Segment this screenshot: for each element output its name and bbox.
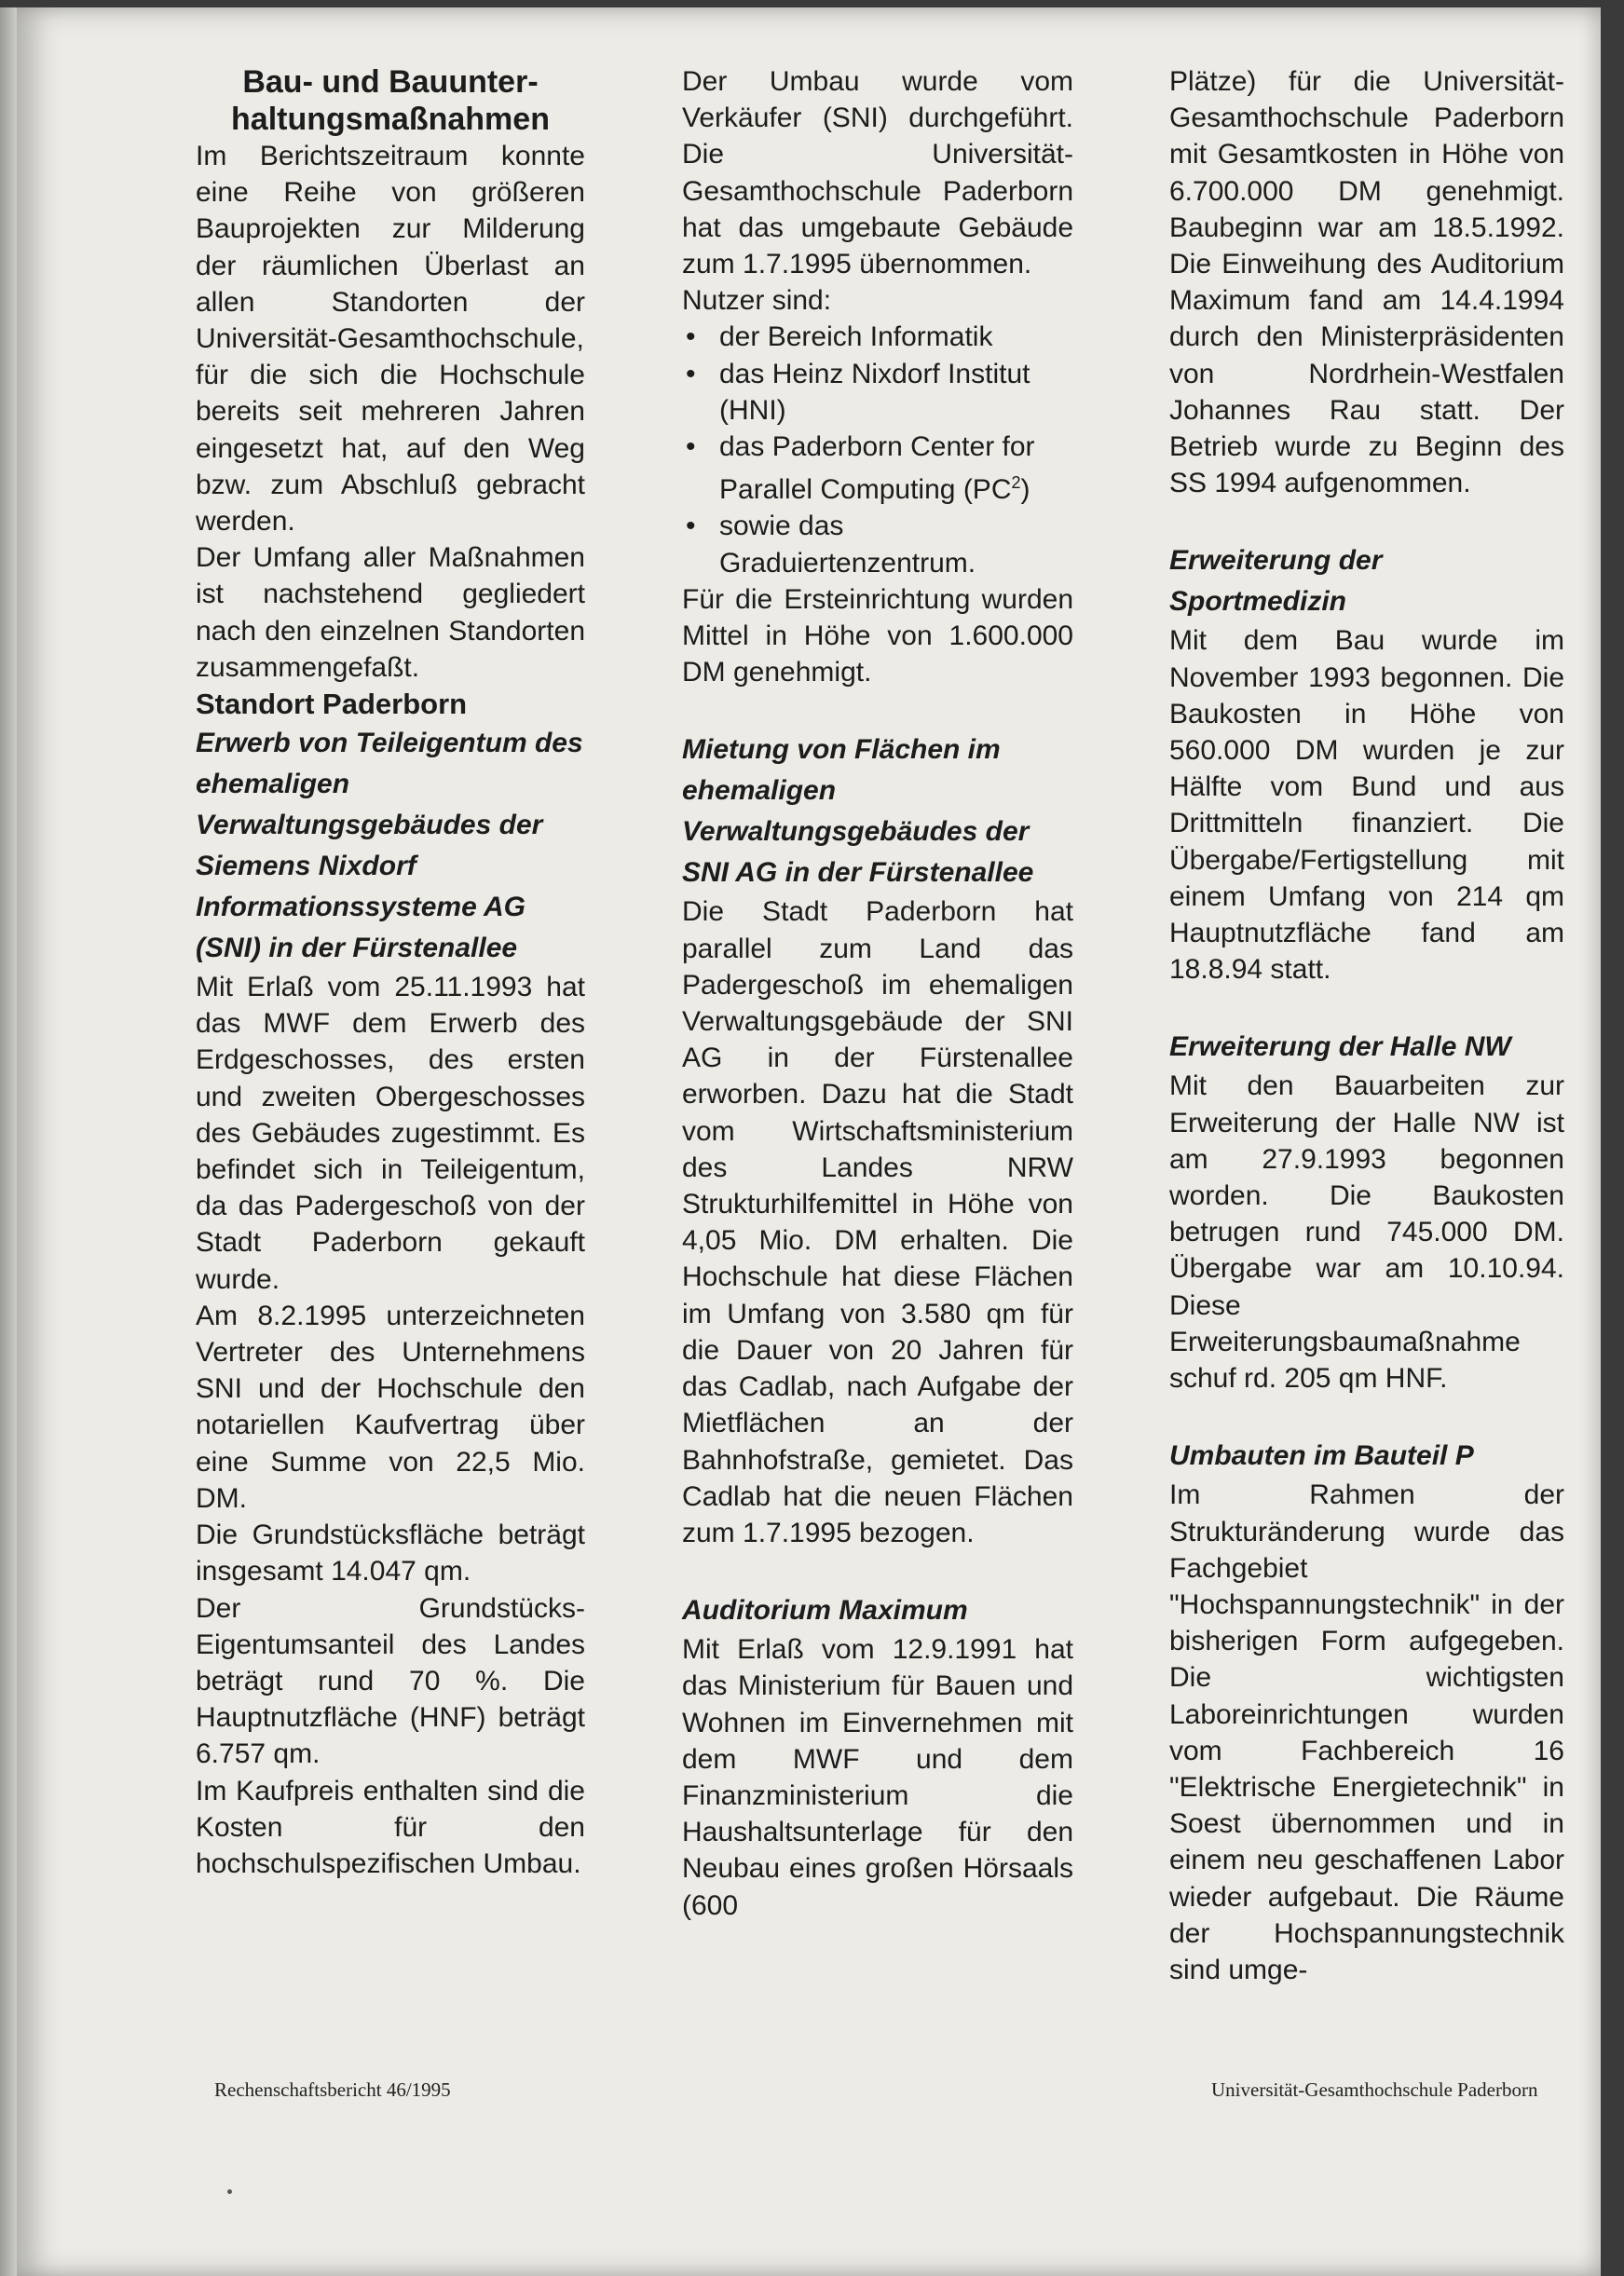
footer-right: Universität-Gesamthochschule Paderborn	[1211, 2078, 1538, 2101]
paragraph: Im Berichtszeitraum konnte eine Reihe von größeren Bauprojekten zur Milderung der räumlichen Überlast an allen Standorten der Universität-Gesamthochschule, für die sich die Hochschule bereits seit mehreren Jahren eingesetzt hat, auf den Weg bzw. zum Abschluß gebracht werden.	[196, 141, 585, 538]
section-heading: Standort Paderborn	[196, 688, 468, 721]
paragraph: Die Grundstücksfläche beträgt insgesamt 14.047 qm.	[196, 1520, 585, 1588]
pc-text: (PC	[962, 474, 1012, 506]
paragraph: Mit Erlaß vom 25.11.1993 hat das MWF dem Erwerb des Erdgeschosses, des ersten und zweiten Obergeschosses des Gebäudes zugestimmt. Es befindet sich in Teileigentum, da das Padergeschoß von der Stadt Paderborn gekauft wurde.	[196, 972, 585, 1295]
paragraph: Plätze) für die Universität-Gesamthochschule Paderborn mit Gesamtkosten in Höhe von 6.700.000 DM genehmigt. Baubeginn war am 18.5.1992. Die Einweihung des Auditorium Maximum fand am 14.4.1994 durch den Ministerpräsidenten von Nordrhein-Westfalen Johannes Rau statt. Der Betrieb wurde zu Beginn des SS 1994 aufgenommen.	[1169, 66, 1564, 499]
page-speck	[227, 2189, 232, 2194]
list-item	[682, 429, 1073, 508]
column-left	[196, 63, 585, 1882]
pc-abbrev	[963, 474, 1030, 505]
paragraph: Mit dem Bau wurde im November 1993 begonnen. Die Baukosten in Höhe von 560.000 DM wurden je zur Hälfte vom Bund und aus Drittmitteln finanziert. Die Übergabe/Fertigstellung mit einem Umfang von 214 qm Hauptnutzfläche fand am 18.8.94 statt.	[1169, 625, 1564, 986]
paragraph: Für die Ersteinrichtung wurden Mittel in Höhe von 1.600.000 DM genehmigt.	[682, 583, 1073, 688]
subheading: Erweiterung der Sportmedizin	[1169, 545, 1383, 618]
paragraph: Der Umbau wurde vom Verkäufer (SNI) durchgeführt. Die Universität-Gesamthochschule Paderborn hat das umgebaute Gebäude zum 1.7.1995 übernommen.	[682, 66, 1073, 280]
paragraph: Der Umfang aller Maßnahmen ist nachstehend gegliedert nach den einzelnen Standorten zusammengefaßt.	[196, 542, 585, 683]
list-item: • sowie das Graduiertenzentrum.	[682, 508, 1073, 580]
paragraph: Nutzer sind:	[682, 285, 832, 317]
document-page	[17, 7, 1601, 2276]
subheading: Umbauten im Bauteil P	[1169, 1440, 1474, 1472]
paragraph: Die Stadt Paderborn hat parallel zum Land das Padergeschoß im ehemaligen Verwaltungsgebäude der SNI AG in der Fürstenallee erworben. Dazu hat die Stadt vom Wirtschaftsministerium des Landes NRW Strukturhilfemittel in Höhe von 4,05 Mio. DM erhalten. Die Hochschule hat diese Flächen im Umfang von 3.580 qm für die Dauer von 20 Jahren für das Cadlab, nach Aufgabe der Mietflächen an der Bahnhofstraße, gemietet. Das Cadlab hat die neuen Flächen zum 1.7.1995 bezogen.	[682, 896, 1073, 1548]
paragraph: Der Grundstücks-Eigentumsanteil des Landes beträgt rund 70 %. Die Hauptnutzfläche (HNF) beträgt 6.757 qm.	[196, 1592, 585, 1770]
subheading: Erwerb von Teileigentum des ehemaligen Verwaltungsgebäudes der Siemens Nixdorf Informationssysteme AG (SNI) in der Fürstenallee	[196, 728, 583, 964]
subheading: Mietung von Flächen im ehemaligen Verwaltungsgebäudes der SNI AG in der Fürstenallee	[682, 734, 1034, 889]
paragraph: Mit Erlaß vom 12.9.1991 hat das Ministerium für Bauen und Wohnen im Einvernehmen mit dem MWF und dem Finanzministerium die Haushaltsunterlage für den Neubau eines großen Hörsaals (600	[682, 1634, 1073, 1921]
list-item: • der Bereich Informatik	[682, 319, 1073, 355]
paragraph: Im Rahmen der Strukturänderung wurde das Fachgebiet "Hochspannungstechnik" in der bisherigen Form aufgegeben. Die wichtigsten Laboreinrichtungen wurden vom Fachbereich 16 "Elektrische Energietechnik" in Soest übernommen und in einem neu geschaffenen Labor wieder aufgebaut. Die Räume der Hochspannungstechnik sind umge-	[1169, 1479, 1564, 1985]
subheading: Auditorium Maximum	[682, 1595, 968, 1627]
footer-left: Rechenschaftsbericht 46/1995	[214, 2078, 451, 2101]
subheading: Erweiterung der Halle NW	[1169, 1031, 1511, 1063]
list-item-text: das Paderborn Center for Parallel Computing	[719, 431, 1035, 506]
list-item: • das Heinz Nixdorf Institut (HNI)	[682, 356, 1073, 429]
column-middle	[682, 63, 1073, 1924]
column-right	[1169, 63, 1564, 1988]
paragraph: Im Kaufpreis enthalten sind die Kosten für den hochschulspezifischen Umbau.	[196, 1775, 585, 1879]
pc-close: )	[1020, 474, 1030, 506]
user-list	[682, 319, 1073, 580]
paragraph: Am 8.2.1995 unterzeichneten Vertreter des Unternehmens SNI und der Hochschule den notariellen Kaufvertrag über eine Summe von 22,5 Mio. DM.	[196, 1300, 585, 1514]
paragraph: Mit den Bauarbeiten zur Erweiterung der Halle NW ist am 27.9.1993 begonnen worden. Die Baukosten betrugen rund 745.000 DM. Übergabe war am 10.10.94. Diese Erweiterungsbaumaßnahme schuf rd. 205 qm HNF.	[1169, 1070, 1564, 1395]
main-heading: Bau- und Bauunter-haltungsmaßnahmen	[231, 64, 550, 137]
pc-superscript: 2	[1011, 473, 1021, 493]
